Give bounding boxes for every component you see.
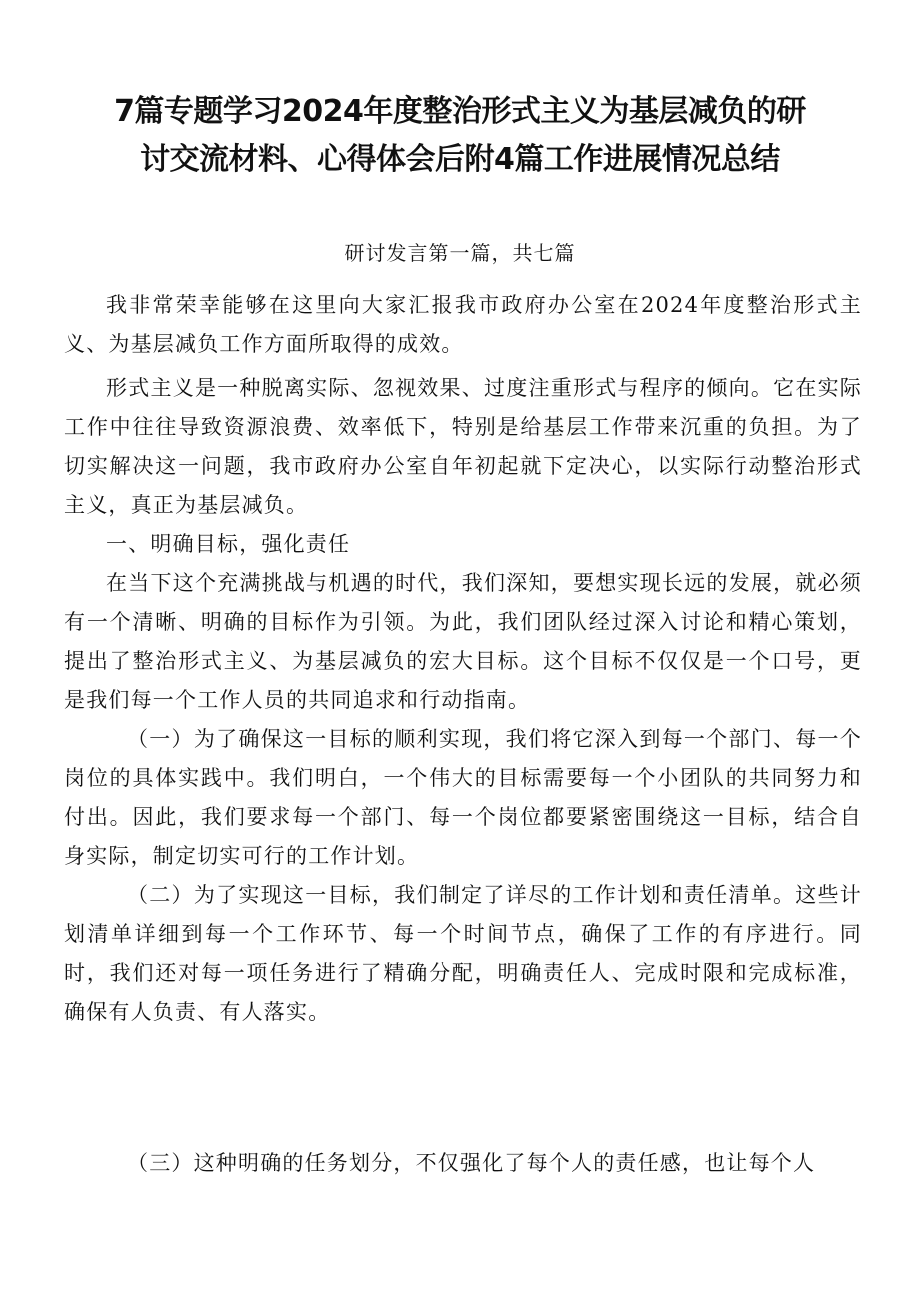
heading-section-1: 一、明确目标，强化责任 bbox=[106, 532, 351, 556]
paragraph-item-1: （一）为了确保这一目标的顺利实现，我们将它深入到每一个部门、每一个岗位的具体实践中。我们明白，一个伟大的目标需要每一个小团队的共同努力和付出。因此，我们要求每一个部门、每一个岗位都要紧密围绕这一目标，结合自身实际，制定切实可行的工作计划。 bbox=[64, 727, 862, 868]
section-subtitle: 研讨发言第一篇，共七篇 bbox=[344, 241, 576, 265]
paragraph-goal: 在当下这个充满挑战与机遇的时代，我们深知，要想实现长远的发展，就必须有一个清晰、明确的目标作为引领。为此，我们团队经过深入讨论和精心策划，提出了整治形式主义、为基层减负的宏大目标。这个目标不仅仅是一个口号，更是我们每一个工作人员的共同追求和行动指南。 bbox=[64, 571, 862, 712]
document-title bbox=[60, 88, 860, 184]
paragraph-item-2: （二）为了实现这一目标，我们制定了详尽的工作计划和责任清单。这些计划清单详细到每一个工作环节、每一个时间节点，确保了工作的有序进行。同时，我们还对每一项任务进行了精确分配，明确责任人、完成时限和完成标准，确保有人负责、有人落实。 bbox=[64, 883, 862, 1024]
paragraph-intro: 我非常荣幸能够在这里向大家汇报我市政府办公室在2024年度整治形式主义、为基层减负工作方面所取得的成效。 bbox=[64, 293, 862, 356]
document-body bbox=[64, 286, 862, 1032]
title-line-2: 讨交流材料、心得体会后附4篇工作进展情况总结 bbox=[140, 142, 780, 177]
title-line-1: 7篇专题学习2024年度整治形式主义为基层减负的研 bbox=[114, 94, 806, 129]
paragraph-formalism: 形式主义是一种脱离实际、忽视效果、过度注重形式与程序的倾向。它在实际工作中往往导致资源浪费、效率低下，特别是给基层工作带来沉重的负担。为了切实解决这一问题，我市政府办公室自年初起就下定决心，以实际行动整治形式主义，真正为基层减负。 bbox=[64, 376, 862, 517]
paragraph-item-3: （三）这种明确的任务划分，不仅强化了每个人的责任感，也让每个人 bbox=[127, 1151, 816, 1175]
